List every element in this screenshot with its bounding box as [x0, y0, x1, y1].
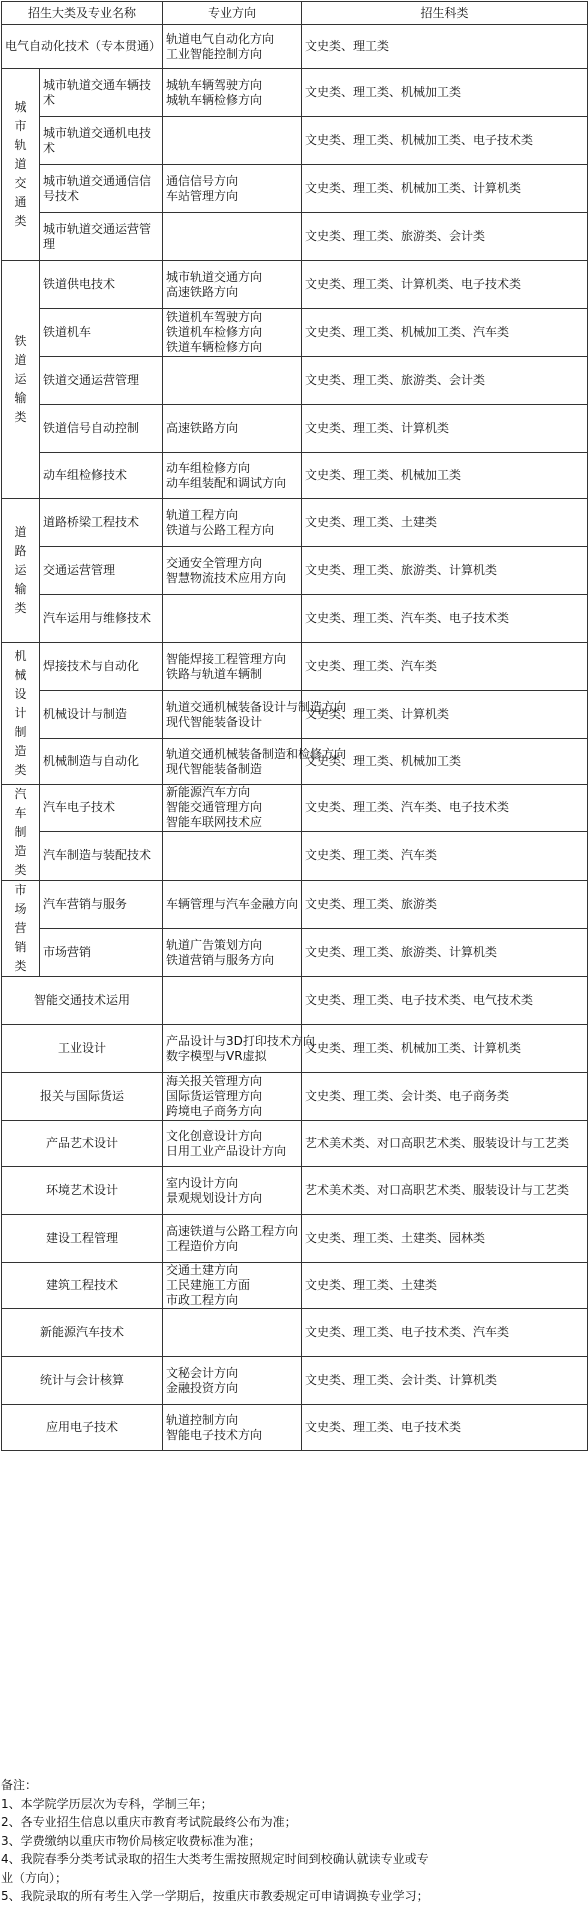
- table-row: [2, 405, 588, 453]
- direction-cell: [163, 261, 302, 309]
- table-row: [2, 309, 588, 357]
- direction-cell: [163, 739, 347, 785]
- major-name-cell: 城市轨道交通机电技术: [40, 117, 163, 165]
- direction-line: 国际货运管理方向: [166, 1089, 263, 1103]
- direction-cell: [163, 499, 302, 547]
- direction-cell: [163, 977, 302, 1025]
- direction-cell: [163, 881, 302, 929]
- direction-line: 高速铁路方向: [166, 421, 239, 435]
- direction-line: 智能电子技术方向: [166, 1427, 263, 1442]
- table-row: [2, 929, 588, 977]
- table-row: [2, 1167, 588, 1215]
- direction-line: 文化创意设计方向: [166, 1128, 263, 1143]
- direction-line: 通信信号方向: [166, 173, 239, 188]
- subjects-cell: 文史类、理工类: [302, 25, 588, 69]
- table-row: [2, 1357, 588, 1405]
- enrollment-majors-table: [1, 1, 588, 1451]
- table-row: [2, 547, 588, 595]
- table-row: [2, 165, 588, 213]
- direction-cell: [163, 1073, 302, 1121]
- direction-line: 海关报关管理方向: [166, 1074, 263, 1088]
- direction-line: 轨道交通机械装备设计与制造方向: [166, 699, 347, 714]
- table-row: [2, 117, 588, 165]
- header-subjects: 招生科类: [302, 2, 588, 25]
- subjects-cell: 文史类、理工类、汽车类: [302, 643, 588, 691]
- major-name-cell: 焊接技术与自动化: [40, 643, 163, 691]
- table-row: [2, 831, 588, 880]
- direction-line: 轨道交通机械装备制造和检修方向: [166, 746, 347, 761]
- table-row: [2, 1309, 588, 1357]
- subjects-cell: 文史类、理工类、电子技术类: [302, 1405, 588, 1451]
- subjects-cell: 文史类、理工类、计算机类、电子技术类: [302, 261, 588, 309]
- note-line-5: 5、我院录取的所有考生入学一学期后，按重庆市教委规定可申请调换专业学习；: [1, 1889, 429, 1903]
- direction-cell: [163, 25, 302, 69]
- table-row: [2, 1121, 588, 1167]
- note-line-4: 4、我院春季分类考试录取的招生大类考生需按照规定时间到校确认就读专业或专: [1, 1852, 429, 1866]
- major-name-cell: 城市轨道交通运营管理: [40, 213, 163, 261]
- direction-cell: [163, 1405, 302, 1451]
- major-name-cell: 新能源汽车技术: [2, 1309, 163, 1357]
- subjects-cell: 文史类、理工类、汽车类: [302, 831, 588, 880]
- direction-cell: [163, 309, 302, 357]
- direction-line: 轨道电气自动化方向: [166, 31, 275, 46]
- notes-section: [1, 1776, 585, 1906]
- direction-line: 智能交通管理方向: [166, 800, 263, 815]
- direction-cell: [163, 1263, 302, 1309]
- subjects-cell: 文史类、理工类、电子技术类、电气技术类: [302, 977, 588, 1025]
- table-row: [2, 1073, 588, 1121]
- major-name-cell: 铁道信号自动控制: [40, 405, 163, 453]
- table-row: [2, 261, 588, 309]
- direction-line: 数字模型与VR虚拟: [166, 1048, 267, 1063]
- major-name-cell: 机械设计与制造: [40, 691, 163, 739]
- subjects-cell: 文史类、理工类、汽车类、电子技术类: [302, 785, 588, 832]
- table-row: [2, 643, 588, 691]
- table-row: [2, 213, 588, 261]
- header-direction: 专业方向: [163, 2, 302, 25]
- subjects-cell: 文史类、理工类、土建类: [302, 499, 588, 547]
- subjects-cell: 文史类、理工类、机械加工类、电子技术类: [302, 117, 588, 165]
- subjects-cell: 文史类、理工类、土建类: [302, 1263, 588, 1309]
- category-label: 机械设计制造类: [14, 649, 27, 777]
- direction-line: 铁道营销与服务方向: [166, 952, 275, 967]
- note-line-3: 3、学费缴纳以重庆市物价局核定收费标准为准；: [1, 1833, 261, 1848]
- direction-line: 铁道机车驾驶方向: [166, 310, 263, 324]
- direction-line: 产品设计与3D打印技术方向: [166, 1033, 315, 1048]
- direction-cell: [163, 165, 302, 213]
- category-label: 道路运输类: [14, 525, 27, 615]
- direction-cell: [163, 929, 302, 977]
- direction-cell: [163, 405, 302, 453]
- direction-line: 车辆管理与汽车金融方向: [166, 897, 299, 911]
- subjects-cell: 文史类、理工类、会计类、电子商务类: [302, 1073, 588, 1121]
- major-name-cell: 环境艺术设计: [2, 1167, 163, 1215]
- direction-line: 智慧物流技术应用方向: [166, 570, 287, 585]
- subjects-cell: 文史类、理工类、机械加工类: [302, 453, 588, 499]
- table-header-row: [2, 2, 588, 25]
- table-row: [2, 595, 588, 643]
- major-name-cell: 建设工程管理: [2, 1215, 163, 1263]
- direction-line: 城市轨道交通方向: [166, 269, 263, 284]
- note-line-2: 2、各专业招生信息以重庆市教育考试院最终公布为准；: [1, 1815, 297, 1829]
- category-cell: [2, 643, 40, 785]
- direction-line: 城轨车辆检修方向: [166, 92, 263, 107]
- direction-line: 市政工程方向: [166, 1293, 239, 1307]
- major-name-cell: 铁道交通运营管理: [40, 357, 163, 405]
- direction-line: 动车组检修方向: [166, 460, 251, 475]
- direction-line: 工业智能控制方向: [166, 46, 263, 61]
- category-label: 汽车制造类: [14, 787, 27, 877]
- major-name-cell: 机械制造与自动化: [40, 739, 163, 785]
- major-name-cell: 建筑工程技术: [2, 1263, 163, 1309]
- subjects-cell: 文史类、理工类、汽车类、电子技术类: [302, 595, 588, 643]
- category-label: 铁道运输类: [14, 334, 27, 424]
- major-name-cell: 城市轨道交通车辆技术: [40, 69, 163, 117]
- direction-cell: [163, 69, 302, 117]
- subjects-cell: 文史类、理工类、机械加工类、汽车类: [302, 309, 588, 357]
- table-row: [2, 881, 588, 929]
- major-name-cell: 道路桥梁工程技术: [40, 499, 163, 547]
- major-name-cell: 智能交通技术运用: [2, 977, 163, 1025]
- subjects-cell: 艺术美术类、对口高职艺术类、服装设计与工艺类: [302, 1121, 588, 1167]
- major-name-cell: 城市轨道交通通信信号技术: [40, 165, 163, 213]
- direction-line: 景观规划设计方向: [166, 1190, 263, 1205]
- major-name-cell: 交通运营管理: [40, 547, 163, 595]
- direction-cell: [163, 785, 302, 832]
- direction-cell: [163, 643, 302, 691]
- table-row: [2, 691, 588, 739]
- direction-line: 车站管理方向: [166, 188, 239, 203]
- category-cell: [2, 499, 40, 643]
- notes-title: 备注：: [1, 1778, 38, 1792]
- direction-line: 铁路与轨道车辆制: [166, 666, 263, 681]
- table-row: [2, 785, 588, 832]
- direction-line: 轨道控制方向: [166, 1412, 239, 1427]
- category-cell: [2, 881, 40, 977]
- subjects-cell: 艺术美术类、对口高职艺术类、服装设计与工艺类: [302, 1167, 588, 1215]
- subjects-cell: 文史类、理工类、旅游类: [302, 881, 588, 929]
- direction-line: 跨境电子商务方向: [166, 1104, 263, 1118]
- direction-line: 智能焊接工程管理方向: [166, 651, 287, 666]
- major-name-cell: 动车组检修技术: [40, 453, 163, 499]
- major-name-cell: 汽车电子技术: [40, 785, 163, 832]
- table-row: [2, 1263, 588, 1309]
- subjects-cell: 文史类、理工类、旅游类、会计类: [302, 357, 588, 405]
- subjects-cell: 文史类、理工类、旅游类、计算机类: [302, 929, 588, 977]
- major-name-cell: 铁道供电技术: [40, 261, 163, 309]
- direction-line: 城轨车辆驾驶方向: [166, 77, 263, 92]
- table-row: [2, 739, 588, 785]
- subjects-cell: 文史类、理工类、机械加工类、计算机类: [302, 1025, 588, 1073]
- subjects-cell: 文史类、理工类、机械加工类: [302, 69, 588, 117]
- note-line-1: 1、本学院学历层次为专科，学制三年；: [1, 1796, 213, 1811]
- direction-cell: [163, 1309, 302, 1357]
- direction-line: 铁道车辆检修方向: [166, 340, 263, 354]
- direction-line: 动车组装配和调试方向: [166, 475, 287, 490]
- subjects-cell: 文史类、理工类、土建类、园林类: [302, 1215, 588, 1263]
- direction-cell: [163, 691, 347, 739]
- major-name-cell: 汽车运用与维修技术: [40, 595, 163, 643]
- direction-cell: [163, 831, 302, 880]
- direction-cell: [163, 357, 302, 405]
- subjects-cell: 文史类、理工类、旅游类、会计类: [302, 213, 588, 261]
- table-row: [2, 69, 588, 117]
- direction-cell: [163, 117, 302, 165]
- subjects-cell: 文史类、理工类、机械加工类: [302, 739, 588, 785]
- direction-cell: [163, 595, 302, 643]
- major-name-cell: 应用电子技术: [2, 1405, 163, 1451]
- major-name-cell: 市场营销: [40, 929, 163, 977]
- category-cell: [2, 69, 40, 261]
- direction-line: 铁道机车检修方向: [166, 325, 263, 339]
- direction-line: 金融投资方向: [166, 1380, 239, 1395]
- subjects-cell: 文史类、理工类、计算机类: [302, 405, 588, 453]
- header-major-name: 招生大类及专业名称: [2, 2, 163, 25]
- direction-line: 新能源汽车方向: [166, 785, 251, 800]
- direction-line: 工民建施工方面: [166, 1278, 251, 1292]
- table-row: [2, 1405, 588, 1451]
- table-row: [2, 453, 588, 499]
- subjects-cell: 文史类、理工类、机械加工类、计算机类: [302, 165, 588, 213]
- direction-cell: [163, 453, 302, 499]
- direction-cell: [163, 1121, 302, 1167]
- direction-cell: [163, 1167, 302, 1215]
- direction-line: 现代智能装备设计: [166, 714, 263, 729]
- major-name-cell: 汽车制造与装配技术: [40, 831, 163, 880]
- direction-line: 现代智能装备制造: [166, 761, 263, 776]
- direction-cell: [163, 1215, 302, 1263]
- table-row: [2, 357, 588, 405]
- major-name-cell: 铁道机车: [40, 309, 163, 357]
- direction-cell: [163, 547, 302, 595]
- direction-line: 交通安全管理方向: [166, 555, 263, 570]
- direction-line: 高速铁道与公路工程方向: [166, 1223, 299, 1238]
- direction-cell: [163, 1357, 302, 1405]
- direction-line: 铁道与公路工程方向: [166, 522, 275, 537]
- direction-line: 文秘会计方向: [166, 1365, 239, 1380]
- table-row: [2, 1215, 588, 1263]
- direction-line: 轨道广告策划方向: [166, 937, 263, 952]
- table-row: [2, 499, 588, 547]
- subjects-cell: 文史类、理工类、会计类、计算机类: [302, 1357, 588, 1405]
- direction-line: 日用工业产品设计方向: [166, 1143, 287, 1158]
- major-name-cell: 报关与国际货运: [2, 1073, 163, 1121]
- direction-line: 高速铁路方向: [166, 284, 239, 299]
- category-cell: [2, 261, 40, 499]
- direction-line: 室内设计方向: [166, 1175, 239, 1190]
- direction-cell: [163, 1025, 315, 1073]
- subjects-cell: 文史类、理工类、旅游类、计算机类: [302, 547, 588, 595]
- category-label: 城市轨道交通类: [14, 100, 27, 228]
- direction-line: 智能车联网技术应: [166, 815, 263, 830]
- category-label: 市场营销类: [14, 883, 27, 973]
- table-row: [2, 25, 588, 69]
- note-line-4-cont: 业（方向）；: [1, 1870, 68, 1885]
- direction-line: 轨道工程方向: [166, 507, 239, 522]
- direction-line: 工程造价方向: [166, 1238, 239, 1253]
- major-name-cell: 产品艺术设计: [2, 1121, 163, 1167]
- major-name-cell: 汽车营销与服务: [40, 881, 163, 929]
- table-row: [2, 1025, 588, 1073]
- table-row: [2, 977, 588, 1025]
- major-name-cell: 工业设计: [2, 1025, 163, 1073]
- subjects-cell: 文史类、理工类、电子技术类、汽车类: [302, 1309, 588, 1357]
- subjects-cell: 文史类、理工类、计算机类: [302, 691, 588, 739]
- major-name-cell: 统计与会计核算: [2, 1357, 163, 1405]
- direction-cell: [163, 213, 302, 261]
- major-name-cell: 电气自动化技术（专本贯通）: [2, 25, 163, 69]
- direction-line: 交通土建方向: [166, 1263, 239, 1277]
- category-cell: [2, 785, 40, 881]
